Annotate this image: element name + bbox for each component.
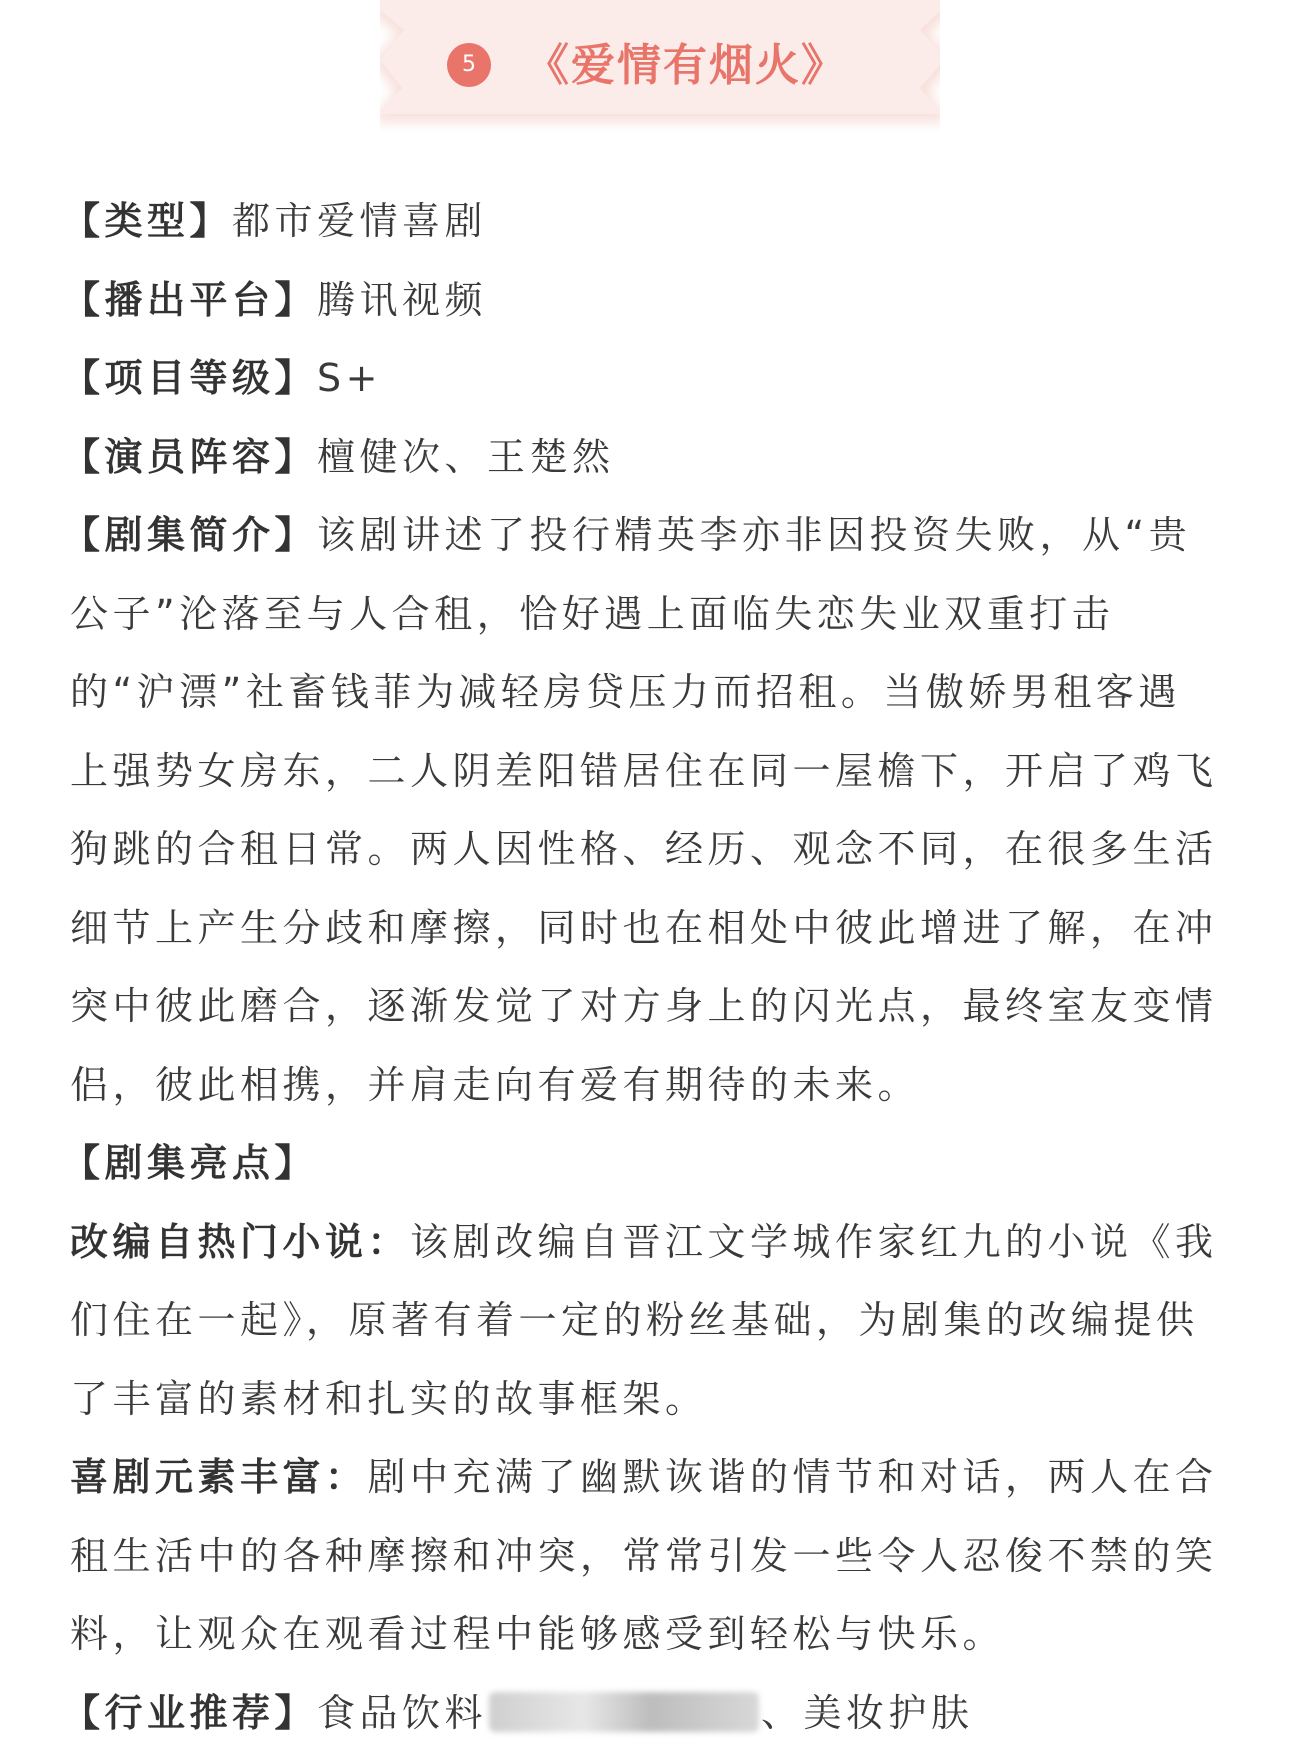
highlight-adaptation bbox=[70, 1203, 1220, 1439]
synopsis-text: 该剧讲述了投行精英李亦非因投资失败，从“贵公子”沦落至与人合租，恰好遇上面临失恋失业双重打击的“沪漂”社畜钱菲为减轻房贷压力而招租。当傲娇男租客遇上强势女房东，二人阴差阳错居住在同一屋檐下，开启了鸡飞狗跳的合租日常。两人因性格、经历、观念不同，在很多生活细节上产生分歧和摩擦，同时也在相处中彼此增进了解，在冲突中彼此磨合，逐渐发觉了对方身上的闪光点，最终室友变情侣，彼此相携，并肩走向有爱有期待的未来。 bbox=[70, 513, 1218, 1107]
highlight-adaptation-text: 该剧改编自晋江文学城作家红九的小说《我们住在一起》，原著有着一定的粉丝基础，为剧集的改编提供了丰富的素材和扎实的故事框架。 bbox=[70, 1220, 1218, 1421]
highlight-comedy bbox=[70, 1438, 1220, 1674]
industry-value-end: 、美妆护肤 bbox=[761, 1691, 974, 1735]
genre-row bbox=[70, 182, 1220, 261]
platform-value: 腾讯视频 bbox=[317, 278, 487, 322]
genre-value: 都市爱情喜剧 bbox=[232, 199, 487, 243]
genre-label: 【类型】 bbox=[62, 199, 232, 243]
platform-row bbox=[70, 261, 1220, 340]
drama-info bbox=[70, 182, 1220, 1752]
level-label: 【项目等级】 bbox=[62, 356, 317, 400]
cast-value: 檀健次、王楚然 bbox=[317, 435, 615, 479]
level-row bbox=[70, 339, 1220, 418]
item-number-badge: 5 bbox=[447, 43, 491, 87]
industry-row bbox=[70, 1674, 1220, 1752]
highlights-label: 【剧集亮点】 bbox=[62, 1141, 317, 1185]
highlight-comedy-title: 喜剧元素丰富： bbox=[70, 1455, 368, 1499]
platform-label: 【播出平台】 bbox=[62, 278, 317, 322]
industry-label: 【行业推荐】 bbox=[62, 1691, 317, 1735]
title-banner bbox=[380, 0, 940, 132]
highlight-comedy-text: 剧中充满了幽默诙谐的情节和对话，两人在合租生活中的各种摩擦和冲突，常常引发一些令人忍俊不禁的笑料，让观众在观看过程中能够感受到轻松与快乐。 bbox=[70, 1455, 1218, 1656]
drama-title: 《爱情有烟火》 bbox=[525, 36, 847, 96]
blurred-watermark bbox=[489, 1692, 759, 1732]
highlight-adaptation-title: 改编自热门小说： bbox=[70, 1220, 410, 1264]
industry-value-start: 食品饮料 bbox=[317, 1691, 487, 1735]
cast-label: 【演员阵容】 bbox=[62, 435, 317, 479]
highlights-heading-row bbox=[70, 1124, 1220, 1203]
cast-row bbox=[70, 418, 1220, 497]
synopsis-paragraph bbox=[70, 496, 1220, 1124]
level-value: S+ bbox=[317, 356, 382, 400]
synopsis-label: 【剧集简介】 bbox=[62, 513, 317, 557]
